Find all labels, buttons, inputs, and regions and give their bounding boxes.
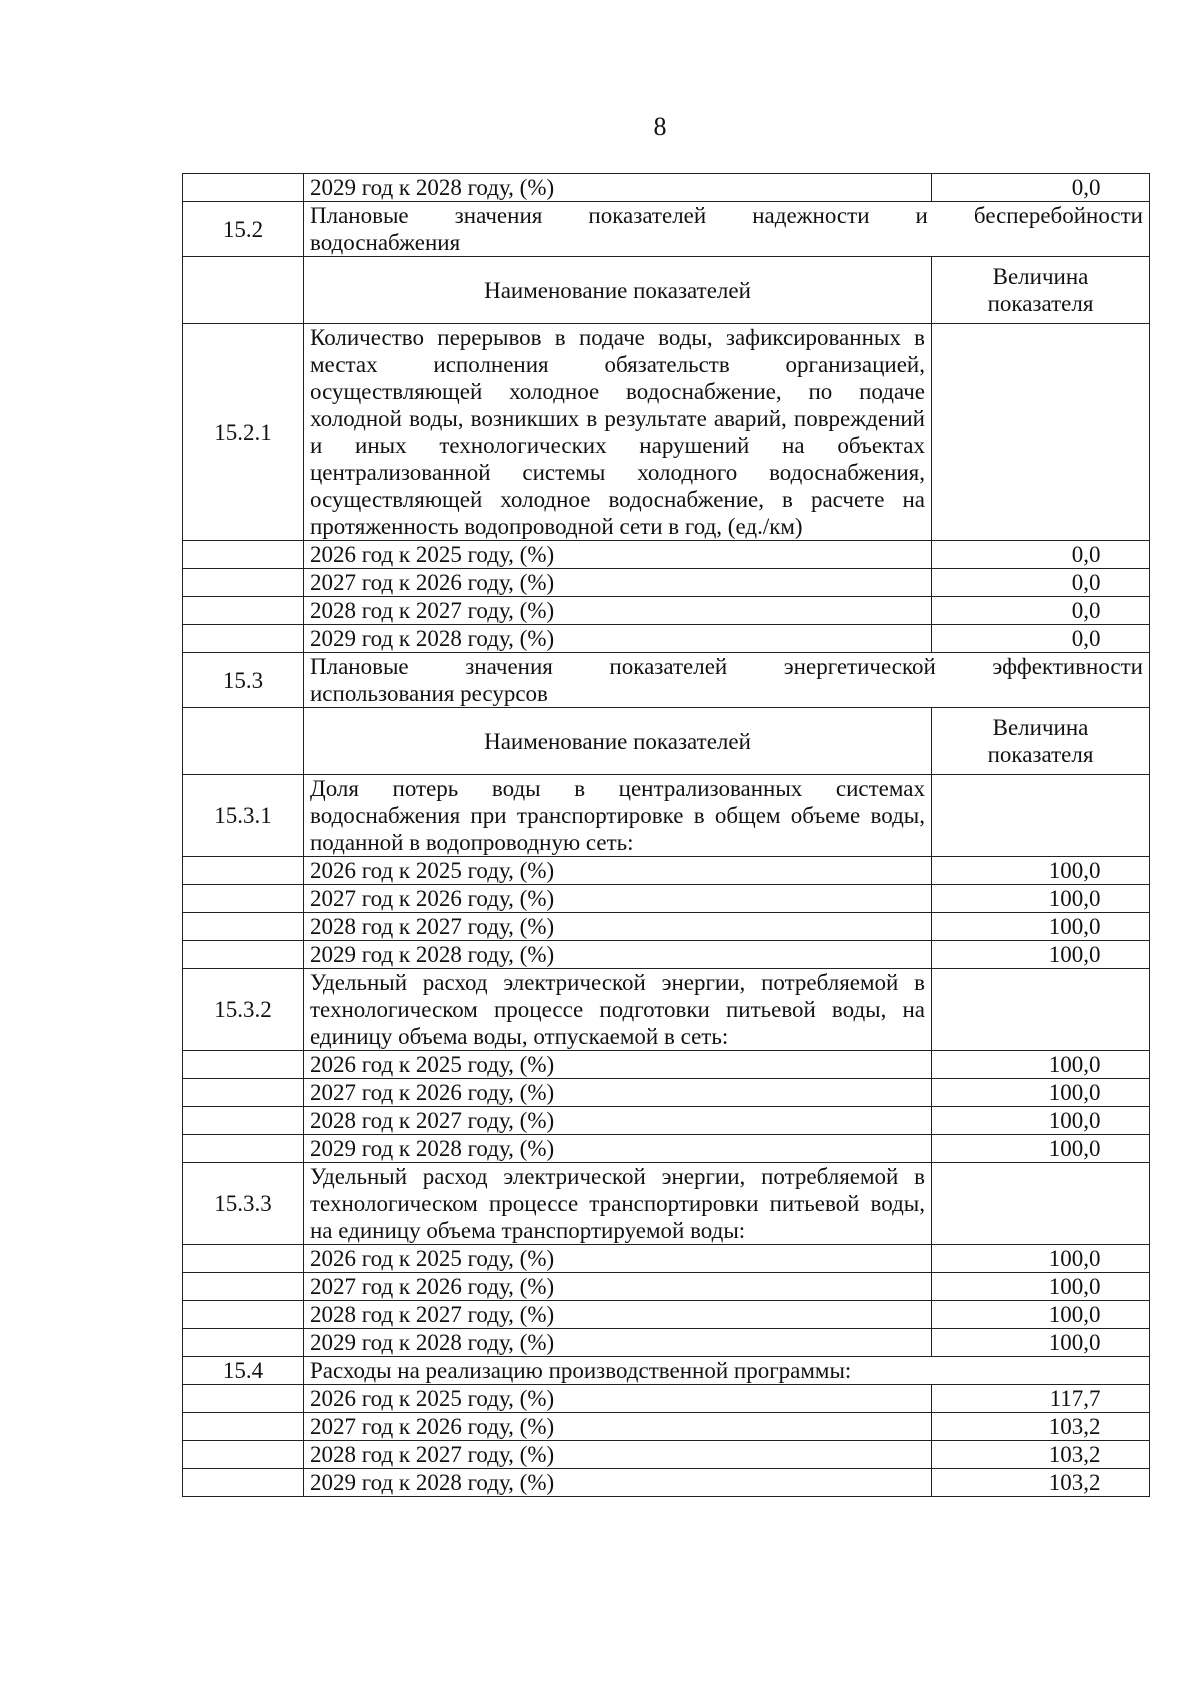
- table-row: [183, 1273, 1150, 1301]
- row-label: 2028 год к 2027 году, (%): [304, 1441, 932, 1469]
- row-value: 103,2: [932, 1441, 1150, 1469]
- table-row: [183, 625, 1150, 653]
- table-row: [183, 1385, 1150, 1413]
- table-row: [183, 857, 1150, 885]
- row-value: 100,0: [932, 857, 1150, 885]
- table-row: [183, 174, 1150, 202]
- number-cell: [183, 174, 304, 202]
- column-header-name: Наименование показателей: [304, 708, 932, 775]
- row-label: 2026 год к 2025 году, (%): [304, 1051, 932, 1079]
- indicator-row: [183, 324, 1150, 541]
- table-row: [183, 913, 1150, 941]
- row-value: 100,0: [932, 1079, 1150, 1107]
- indicator-row: [183, 969, 1150, 1051]
- indicator-row: [183, 775, 1150, 857]
- table-row: [183, 1245, 1150, 1273]
- table-row: [183, 1413, 1150, 1441]
- row-label: 2026 год к 2025 году, (%): [304, 1245, 932, 1273]
- row-label: 2028 год к 2027 году, (%): [304, 597, 932, 625]
- row-label: 2029 год к 2028 году, (%): [304, 1329, 932, 1357]
- row-label: 2026 год к 2025 году, (%): [304, 1385, 932, 1413]
- row-value: 0,0: [932, 597, 1150, 625]
- row-label: 2029 год к 2028 году, (%): [304, 174, 932, 202]
- section-title: Плановые значения показателей надежности и бесперебойности водоснабжения: [304, 202, 1150, 257]
- column-header-name: Наименование показателей: [304, 257, 932, 324]
- indicator-text: Доля потерь воды в централизованных системах водоснабжения при транспортировке в общем объеме воды, поданной в водопроводную сеть:: [304, 775, 932, 857]
- table-row: [183, 1469, 1150, 1497]
- table-row: [183, 541, 1150, 569]
- row-value: 0,0: [932, 625, 1150, 653]
- indicator-text: Количество перерывов в подаче воды, зафиксированных в местах исполнения обязательств организацией, осуществляющей холодное водоснабжение, по подаче холодной воды, возникших в результате аварий, повреждений и иных технологических нарушений на объектах централизованной системы холодного водоснабжения, осуществляющей холодное водоснабжение, в расчете на протяженность водопроводной сети в год, (ед./км): [304, 324, 932, 541]
- empty-value-cell: [932, 1163, 1150, 1245]
- column-header-value: Величина показателя: [932, 257, 1150, 324]
- table-row: [183, 885, 1150, 913]
- row-value: 100,0: [932, 1245, 1150, 1273]
- table-row: [183, 1107, 1150, 1135]
- section-number: 15.2: [183, 202, 304, 257]
- section-number: 15.4: [183, 1357, 304, 1385]
- table-row: [183, 1301, 1150, 1329]
- indicator-text: Удельный расход электрической энергии, потребляемой в технологическом процессе транспортировки питьевой воды, на единицу объема транспортируемой воды:: [304, 1163, 932, 1245]
- row-label: 2028 год к 2027 году, (%): [304, 1107, 932, 1135]
- row-label: 2029 год к 2028 году, (%): [304, 1135, 932, 1163]
- empty-value-cell: [932, 969, 1150, 1051]
- section-title: Плановые значения показателей энергетической эффективности использования ресурсов: [304, 653, 1150, 708]
- row-label: 2027 год к 2026 году, (%): [304, 885, 932, 913]
- row-value: 100,0: [932, 1107, 1150, 1135]
- header-row: [183, 257, 1150, 324]
- empty-value-cell: [932, 775, 1150, 857]
- row-value: 100,0: [932, 1051, 1150, 1079]
- table-row: [183, 1441, 1150, 1469]
- row-label: 2027 год к 2026 году, (%): [304, 1273, 932, 1301]
- table-row: [183, 1051, 1150, 1079]
- row-value: 103,2: [932, 1469, 1150, 1497]
- row-value: 0,0: [932, 174, 1150, 202]
- row-value: 100,0: [932, 1329, 1150, 1357]
- row-value: 0,0: [932, 541, 1150, 569]
- column-header-value: Величина показателя: [932, 708, 1150, 775]
- empty-value-cell: [932, 324, 1150, 541]
- header-row: [183, 708, 1150, 775]
- row-label: 2027 год к 2026 году, (%): [304, 1079, 932, 1107]
- row-value: 103,2: [932, 1413, 1150, 1441]
- row-label: 2027 год к 2026 году, (%): [304, 1413, 932, 1441]
- indicators-table: [182, 173, 1150, 1497]
- number-cell: [183, 708, 304, 775]
- section-title: Расходы на реализацию производственной программы:: [304, 1357, 1150, 1385]
- indicator-number: 15.3.1: [183, 775, 304, 857]
- page-number: 8: [653, 112, 667, 141]
- row-value: 0,0: [932, 569, 1150, 597]
- row-label: 2029 год к 2028 году, (%): [304, 625, 932, 653]
- row-label: 2026 год к 2025 году, (%): [304, 857, 932, 885]
- section-number: 15.3: [183, 653, 304, 708]
- indicator-text: Удельный расход электрической энергии, потребляемой в технологическом процессе подготовки питьевой воды, на единицу объема воды, отпускаемой в сеть:: [304, 969, 932, 1051]
- table-row: [183, 569, 1150, 597]
- row-value: 100,0: [932, 941, 1150, 969]
- indicator-number: 15.2.1: [183, 324, 304, 541]
- indicator-number: 15.3.3: [183, 1163, 304, 1245]
- row-value: 100,0: [932, 1135, 1150, 1163]
- section-row: [183, 653, 1150, 708]
- row-value: 100,0: [932, 913, 1150, 941]
- section-row: [183, 1357, 1150, 1385]
- row-value: 117,7: [932, 1385, 1150, 1413]
- table-row: [183, 597, 1150, 625]
- row-value: 100,0: [932, 1301, 1150, 1329]
- table-row: [183, 1079, 1150, 1107]
- row-label: 2026 год к 2025 году, (%): [304, 541, 932, 569]
- table-row: [183, 1135, 1150, 1163]
- row-value: 100,0: [932, 885, 1150, 913]
- row-label: 2029 год к 2028 году, (%): [304, 1469, 932, 1497]
- row-label: 2028 год к 2027 году, (%): [304, 913, 932, 941]
- indicator-number: 15.3.2: [183, 969, 304, 1051]
- table-row: [183, 1329, 1150, 1357]
- section-row: [183, 202, 1150, 257]
- row-label: 2028 год к 2027 году, (%): [304, 1301, 932, 1329]
- table-row: [183, 941, 1150, 969]
- indicator-row: [183, 1163, 1150, 1245]
- row-value: 100,0: [932, 1273, 1150, 1301]
- row-label: 2029 год к 2028 году, (%): [304, 941, 932, 969]
- row-label: 2027 год к 2026 году, (%): [304, 569, 932, 597]
- number-cell: [183, 257, 304, 324]
